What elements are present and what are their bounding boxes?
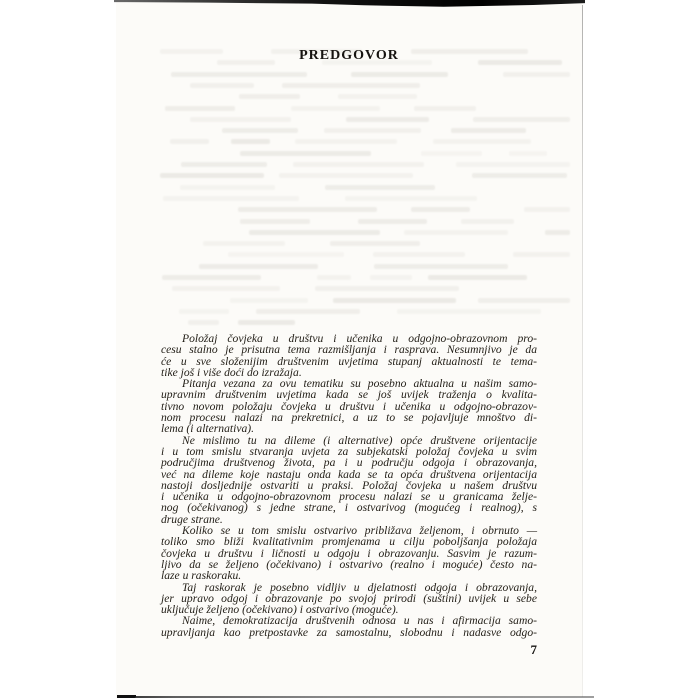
page-number: 7: [530, 642, 537, 657]
text-line: toliko smo bliži kvalitativnim promjenama u cilju poboljšanja položaja: [161, 535, 537, 549]
text-line: ljivo da se željeno (očekivano) i ostvarivo (realno i moguće) često na-: [161, 557, 537, 571]
text-line: Naime, demokratizacija društvenih odnosa u nas i afirmacija samo-: [182, 614, 537, 628]
text-line: i učenika u odgojno-obrazovnom procesu nalazi se u granicama želje-: [161, 490, 537, 504]
text-line: i u tom smislu stvaranja uvjeta za subjekatski položaj čovjeka u svim: [161, 444, 537, 458]
text-line: laze u raskoraku.: [161, 569, 242, 583]
text-line: već na dileme koje nastaju onda kada se ta opća društvena orijentacija: [161, 467, 537, 481]
text-line: će u sve složenijim društvenim uvjetima stupanj aktualnosti te tema-: [161, 354, 537, 368]
text-line: Pitanja vezana za ovu tematiku su posebno aktualna u našim samo-: [182, 377, 537, 391]
text-line: upravnim društvenim uvjetima kada se još uvijek traženja o kvalita-: [161, 388, 537, 402]
text-line: nog (očekivanog) s jedne strane, i ostvarivog (mogućeg i realnog), s: [161, 501, 537, 515]
scan-edge-bottom: [118, 696, 594, 698]
text-line: Ne mislimo tu na dileme (i alternative) opće društvene orijentacije: [182, 433, 537, 447]
text-line: nom procesu nalazi na prekretnici, a uz to se pojavljuje mnoštvo di-: [161, 411, 537, 425]
text-line: čovjeka u društvu i ličnosti u odgoju i obrazovanju. Sasvim je razum-: [161, 546, 537, 560]
text-line: tivno novom položaju čovjeka u društvu i učenika u odgojno-obrazov-: [161, 399, 537, 413]
text-line: Koliko se u tom smislu ostvarivo približava željenom, i obrnuto —: [182, 524, 537, 538]
text-line: područjima društvenog života, pa i u području odgoja i obrazovanja,: [161, 456, 537, 470]
text-line: lema (i alternativa).: [161, 422, 255, 436]
text-line: cesu stalno je prisutna tema razmišljanja i rasprava. Nesumnjivo je da: [161, 343, 537, 357]
text-line: upravljanja kao pretpostavke za samostalnu, slobodnu i nadasve odgo-: [161, 625, 537, 639]
text-line: tike još i više doći do izražaja.: [161, 365, 302, 379]
scan-edge-bottom-corner: [117, 695, 136, 698]
text-line: Položaj čovjeka u društvu i učenika u odgojno-obrazovnom pro-: [182, 332, 537, 345]
text-line: nastoji dosljednije ostvariti u praksi. Položaj čovjeka u našem društvu: [161, 478, 537, 492]
scan-edge-top: [114, 0, 585, 7]
book-page: [116, 1, 583, 698]
text-line: jer upravo odgoj i obrazovanje po svojoj prirodi (suštini) uvijek u sebe: [161, 591, 537, 605]
body-text: [161, 333, 537, 638]
text-line: uključuje željeno (očekivano) i ostvarivo (moguće).: [161, 603, 399, 617]
text-line: Taj raskorak je posebno vidljiv u djelatnosti odgoja i obrazovanja,: [182, 580, 537, 594]
page-right-edge: [582, 5, 583, 697]
text-line: druge strane.: [161, 512, 223, 526]
page-title: PREDGOVOR: [299, 48, 399, 63]
